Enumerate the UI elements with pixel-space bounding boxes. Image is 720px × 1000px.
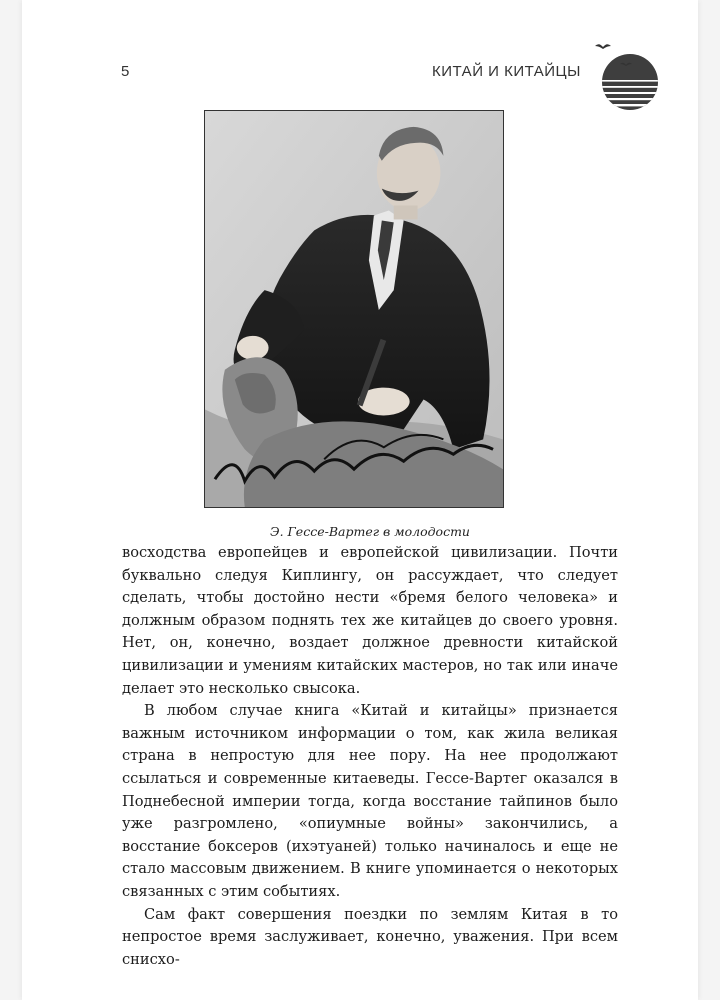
portrait-photo [204, 110, 504, 508]
paragraph-3: Сам факт совершения поездки по землям Китая в то непростое время заслуживает, конечно, уважения. При всем снисхо- [122, 905, 618, 968]
running-title: КИТАЙ И КИТАЙЦЫ [432, 63, 581, 80]
paragraph-1: восходства европейцев и европейской цивилизации. Почти буквально следуя Киплингу, он рассуждает, что следует сделать, чтобы достойно нести «бремя белого человека» и должным образом поднять тех же китайцев до своего уровня. Нет, он, конечно, воздает должное древности китайской цивилизации и умениям китайских мастеров, но так или иначе делает это несколько свысока. [122, 544, 618, 697]
page-number: 5 [121, 63, 130, 80]
sun-emblem-icon [570, 36, 670, 116]
figure-caption: Э. Гессе-Вартег в молодости [270, 524, 470, 539]
paragraph-2: В любом случае книга «Китай и китайцы» признается важным источником информации о том, как жила великая страна в непростую для нее пору. На нее продолжают ссылаться и современные китаеведы. Гессе-Вартег оказался в Поднебесной империи тогда, когда восстание тайпинов было уже разгромлено, «опиумные войны» закончились, а восстание боксеров (ихэтуаней) только начиналось и еще не стало массовым движением. В книге упоминается о некоторых связанных с этим событиях. [122, 702, 618, 900]
book-page [22, 0, 698, 1000]
body-text [122, 542, 618, 971]
